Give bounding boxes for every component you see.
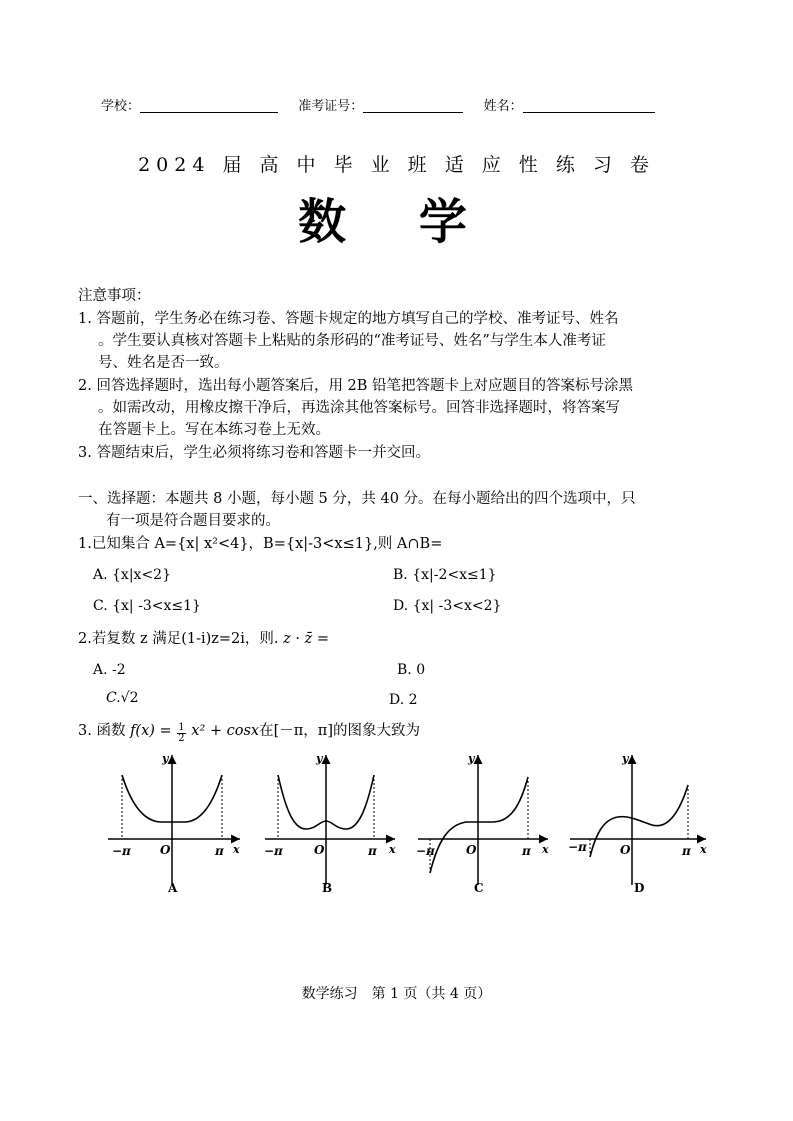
note-2-line-2: 。如需改动，用橡皮擦干净后，再选涂其他答案标号。回答非选择题时，将答案写 [98, 400, 620, 416]
graph-a-origin: O [160, 843, 171, 857]
graph-d-pi: π [682, 844, 691, 858]
graph-d-label: D [634, 881, 645, 895]
exam-no-field[interactable] [363, 98, 463, 113]
note-1-line-1: 1. 答题前，学生务必在练习卷、答题卡规定的地方填写自己的学校、准考证号、姓名 [78, 311, 619, 327]
q2-stem-expr: z · z̄ = [283, 631, 330, 647]
name-field[interactable] [523, 98, 655, 113]
note-2-line-1: 2. 回答选择题时，选出每小题答案后，用 2B 铅笔把答题卡上对应题目的答案标号涂黑 [78, 378, 634, 394]
exam-title: 2024 届 高 中 毕 业 班 适 应 性 练 习 卷 [138, 154, 655, 176]
q2-option-c-prefix: C. [106, 690, 121, 706]
graph-b-origin: O [314, 843, 325, 857]
graph-b-pi: π [368, 844, 377, 858]
graph-c-y-label: y [468, 752, 475, 765]
exam-no-label: 准考证号： [298, 99, 364, 114]
q2-stem-text: 2.若复数 z 满足(1-i)z=2i，则. [78, 631, 279, 647]
q3-func: f(x) = [130, 723, 172, 739]
q1-option-a[interactable]: A. {x|x<2} [93, 567, 171, 583]
graph-a-pi: π [215, 844, 224, 858]
graph-d-origin: O [620, 843, 631, 857]
graph-b-label: B [322, 881, 333, 895]
graph-c[interactable] [416, 752, 549, 895]
subject-title: 数 学 [298, 194, 495, 250]
graph-c-neg-pi: −π [416, 844, 435, 858]
note-1-line-3: 号、姓名是否一致。 [98, 355, 229, 371]
q3-fraction: $\frac{1}{2}$ [178, 722, 185, 744]
graph-c-label: C [474, 881, 484, 895]
graph-d[interactable] [568, 752, 707, 895]
note-2-line-3: 在答题卡上。写在本练习卷上无效。 [98, 422, 330, 438]
q3-expr: x² + cosx [191, 723, 260, 739]
q2-option-c[interactable] [106, 690, 139, 706]
note-3: 3. 答题结束后，学生必须将练习卷和答题卡一并交回。 [78, 445, 430, 461]
graph-d-neg-pi: −π [568, 840, 587, 854]
graph-a-neg-pi: −π [112, 844, 131, 858]
school-field[interactable] [140, 98, 278, 113]
graph-b-x-label: x [389, 843, 396, 856]
q3-suffix: 在[－π，π]的图象大致为 [259, 723, 420, 739]
graph-a-label: A [168, 881, 178, 895]
name-label: 姓名： [483, 99, 523, 114]
q2-option-b[interactable]: B. 0 [397, 662, 426, 678]
q2-option-c-value: √2 [120, 690, 139, 706]
note-1-line-2: 。学生要认真核对答题卡上粘贴的条形码的“准考证号、姓名”与学生本人准考证 [98, 333, 606, 349]
page-footer: 数学练习 第 1 页（共 4 页） [301, 986, 492, 1002]
q1-option-b[interactable]: B. {x|-2<x≤1} [393, 567, 497, 583]
q2-option-d[interactable]: D. 2 [389, 692, 418, 708]
q3-prefix: 3. 函数 [78, 723, 126, 739]
graph-a[interactable] [108, 752, 240, 895]
q1-option-d[interactable]: D. {x| -3<x<2} [393, 598, 502, 614]
graph-a-y-label: y [162, 752, 169, 765]
graph-b-neg-pi: −π [264, 844, 283, 858]
section-1-line-1: 一、选择题：本题共 8 小题，每小题 5 分，共 40 分。在每小题给出的四个选项中，只 [78, 491, 636, 507]
question-2-stem [78, 628, 329, 650]
graph-d-x-label: x [700, 843, 707, 856]
graph-c-x-label: x [542, 843, 549, 856]
header-line [101, 95, 655, 114]
graph-c-pi: π [522, 844, 531, 858]
graph-a-x-label: x [233, 843, 240, 856]
question-3-stem [78, 720, 420, 744]
notes-heading: 注意事项： [78, 288, 151, 304]
graph-c-origin: O [466, 843, 477, 857]
q1-option-c[interactable]: C. {x| -3<x≤1} [93, 598, 201, 614]
question-1-stem: 1.已知集合 A={x| x²<4}，B={x|-3<x≤1},则 A∩B= [78, 536, 443, 552]
graph-b[interactable] [264, 752, 396, 895]
graph-b-y-label: y [316, 752, 323, 765]
section-1-line-2: 有一项是符合题目要求的。 [106, 513, 280, 529]
q3-graphs [0, 745, 793, 905]
graph-d-y-label: y [622, 752, 629, 765]
q2-option-a[interactable]: A. -2 [93, 662, 126, 678]
school-label: 学校： [101, 99, 141, 114]
